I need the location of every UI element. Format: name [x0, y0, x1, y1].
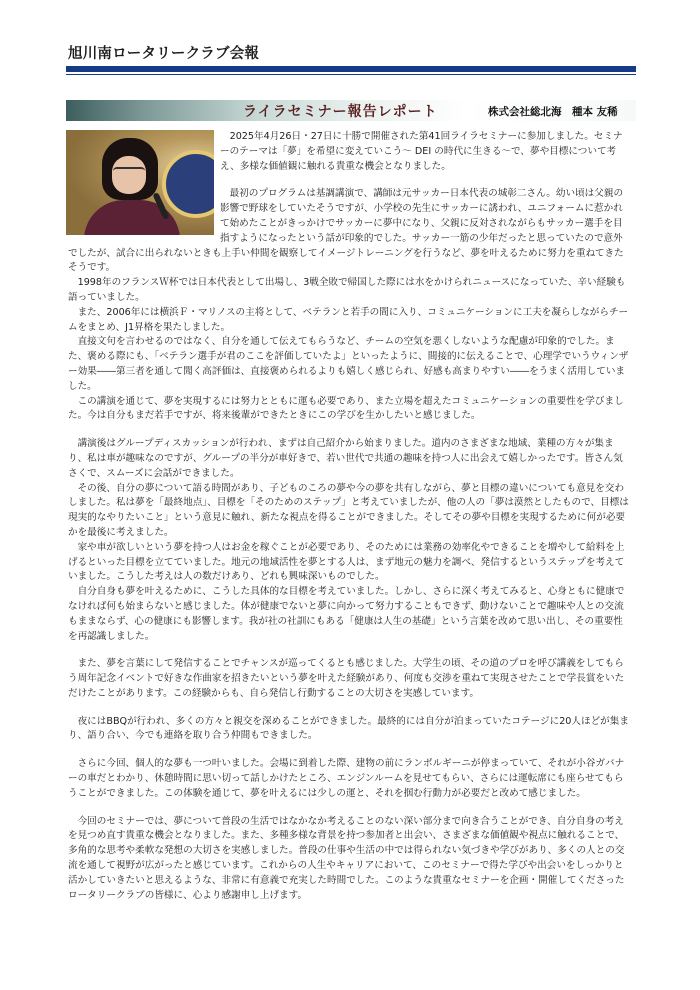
article-body: [68, 130, 632, 903]
paragraph: 最初のプログラムは基調講演で、講師は元サッカー日本代表の城彰二さん。幼い頃は父親の影響で野球をしていたそうですが、小学校の先生にサッカーに誘われ、ユニフォームに惹かれて始めたことがきっかけでサッカーに夢中になり、父親に反対されながらもサッカー選手を目指すようになったという話が印象的でした。サッカー一筋の少年だったと思っていたので意外でしたが、試合に出られないときも上手い仲間を観察してイメージトレーニングを行うなど、夢を叶えるために努力を重ねてきたそうです。 1998年のフランスＷ杯では日本代表として出場し、3戦全敗で帰国した際には水をかけられニュースになっていた、辛い経験も語っていました。 また、2006年には横浜Ｆ・マリノスの主将として、ベテランと若手の間に入り、コミュニケーションに工夫を凝らしながらチームをまとめ、J1昇格を果たしました。 直接文句を言わせるのではなく、自分を通して伝えてもらうなど、チームの空気を悪くしないような配慮が印象的でした。また、褒める際にも、「ベテラン選手が君のここを評価していたよ」といったように、間接的に伝えることで、心理学でいうウィンザー効果――第三者を通して聞く高評価は、直接褒められるよりも嬉しく感じられ、好感も高まりやすい――をうまく活用していました。 この講演を通じて、夢を実現するには努力とともに運も必要であり、また立場を超えたコミュニケーションの重要性を学びました。今は自分もまだ若手ですが、将来後輩ができたときにこの学びを生かしたいと感じました。: [68, 188, 629, 422]
paragraph: 2025年4月26日・27日に十勝で開催された第41回ライラセミナーに参加しました。セミナーのテーマは「夢」を希望に変えていこう～ DEI の時代に生きる～で、夢や目標について考え、多様な価値観に触れる貴重な機会となりました。: [220, 131, 623, 172]
paragraph: 夜にはBBQが行われ、多くの方々と親交を深めることができました。最終的には自分が泊まっていたコテージに20人ほどが集まり、語り合い、今でも連絡を取り合う仲間もできました。: [68, 715, 629, 742]
article-author: 株式会社総北海 種本 友稀: [488, 106, 618, 118]
article-title: ライラセミナー報告レポート: [243, 104, 438, 120]
header-rule: [66, 66, 636, 72]
paragraph: 講演後はグループディスカッションが行われ、まずは自己紹介から始まりました。道内のさまざまな地域、業種の方々が集まり、私は車が趣味なのですが、グループの半分が車好きで、若い世代で共通の趣味を持つ人に出会えて嬉しかったです。皆さん気さくで、スムーズに会話ができました。 その後、自分の夢について語る時間があり、子どものころの夢や今の夢を共有しながら、夢と目標の違いについても意見を交わしました。私は夢を「最終地点」、目標を「そのためのステップ」と考えていましたが、他の人の「夢は漠然としたもので、目標は現実的なやりたいこと」という意見に触れ、新たな視点を得ることができました。そしてその夢や目標を実現するために何が必要かを最後に考えました。 家や車が欲しいという夢を持つ人はお金を稼ぐことが必要であり、そのためには業務の効率化やできることを増やして給料を上げるといった目標を立てていました。地元の地域活性を夢とする人は、まず地元の魅力を調べ、発信するというステップを考えていました。こうした考えは人の数だけあり、どれも興味深いものでした。 自分自身も夢を叶えるために、こうした具体的な目標を考えていました。しかし、さらに深く考えてみると、心身ともに健康でなければ何も始まらないと感じました。体が健康でないと夢に向かって努力することもできず、動けないことで趣味や人との交流もままならず、心の健康にも影響します。我が社の社訓にもある「健康は人生の基礎」という言葉を改めて思い出し、その重要性を再認識しました。: [68, 438, 629, 642]
header-rule-thin: [66, 74, 636, 75]
paragraph: 今回のセミナーでは、夢について普段の生活ではなかなか考えることのない深い部分まで向き合うことができ、自分自身の考えを見つめ直す貴重な機会となりました。また、多種多様な背景を持つ参加者と出会い、さまざまな価値観や視点に触れることで、多角的な思考や柔軟な発想の大切さを実感しました。普段の仕事や生活の中では得られない気づきや学びがあり、多くの人との交流を通して視野が広がったと感じています。これからの人生やキャリアにおいて、このセミナーで得た学びや出会いをしっかりと活かしていきたいと思えるような、非常に有意義で充実した時間でした。このような貴重なセミナーを企画・開催してくださったロータリークラブの皆様に、心より感謝申し上げます。: [68, 815, 625, 901]
newsletter-title: 旭川南ロータリークラブ会報: [68, 46, 260, 62]
paragraph: さらに今回、個人的な夢も一つ叶いました。会場に到着した際、建物の前にランボルギーニが停まっていて、それが小谷ガバナーの車だとわかり、休憩時間に思い切って話しかけたところ、エンジンルームを見せてもらい、さらには運転席にも座らせてもらうことができました。この体験を通じて、夢を叶えるには少しの運と、それを掴む行動力が必要だと改めて感じました。: [68, 758, 625, 799]
paragraph: また、夢を言葉にして発信することでチャンスが巡ってくるとも感じました。大学生の頃、その道のプロを呼び講義をしてもらう周年記念イベントで好きな作曲家を招きたいという夢を叶えた経験があり、何度も交渉を重ねて実現させたことで学長賞をいただけたことがあります。この経験からも、自ら発信し行動することの大切さを実感しています。: [68, 658, 625, 699]
